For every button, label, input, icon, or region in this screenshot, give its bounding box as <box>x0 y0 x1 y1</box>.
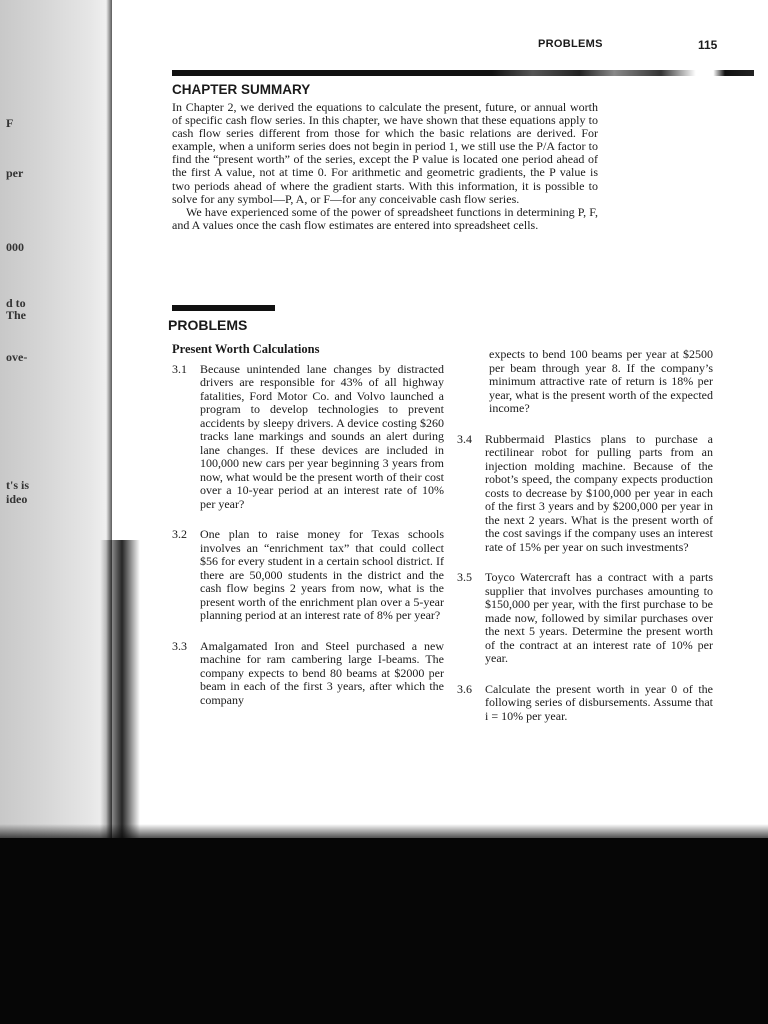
gutter-fragment: per <box>6 166 24 180</box>
problem-item <box>457 571 713 666</box>
gutter-fragment: 000 <box>6 240 24 254</box>
problem-number: 3.4 <box>457 431 472 446</box>
page-number: 115 <box>698 38 718 52</box>
problem-text: One plan to raise money for Texas schools involves an “enrichment tax” that could collect $56 for every student in a certain school district. If there are 50,000 students in the district and the cash flow begins 2 years from now, what is the present worth of the enrichment plan over a 5-year planning period at an interest rate of 8% per year? <box>200 527 444 622</box>
problem-text: Calculate the present worth in year 0 of the following series of disbursements. Assume that i = 10% per year. <box>485 681 713 723</box>
problem-number: 3.1 <box>172 361 187 376</box>
problem-item <box>172 528 444 623</box>
chapter-summary-heading: CHAPTER SUMMARY <box>172 82 311 97</box>
problems-rule <box>172 305 275 311</box>
problem-item <box>172 640 444 708</box>
gutter-fragment: ideo <box>6 492 28 506</box>
problem-item <box>172 363 444 512</box>
subsection-heading: Present Worth Calculations <box>172 342 320 356</box>
problems-heading: PROBLEMS <box>168 317 248 333</box>
problem-number: 3.3 <box>172 638 187 653</box>
gutter-fragment: d to <box>6 296 26 310</box>
section-rule <box>172 70 754 76</box>
running-head: PROBLEMS <box>538 38 603 50</box>
problem-number: 3.6 <box>457 681 472 696</box>
problem-text: Amalgamated Iron and Steel purchased a new machine for ram cambering large I-beams. The company expects to bend 80 beams at $2000 per beam in each of the first 3 years, after which the company <box>200 638 444 707</box>
binding-gutter <box>0 0 112 840</box>
chapter-summary-body <box>172 101 598 232</box>
problem-item <box>457 683 713 724</box>
problems-column-left <box>172 343 444 724</box>
problem-text: Because unintended lane changes by distracted drivers are responsible for 43% of all highway fatalities, Ford Motor Co. and Volvo launched a program to develop technologies to prevent accidents by sleepy drivers. A device costing $260 tracks lane markings and sounds an alert during lane changes. If these devices are included in 100,000 new cars per year beginning 3 years from now, what would be the present worth of their cost over a 10-year period at an interest rate of 10% per year? <box>200 361 444 511</box>
problem-number: 3.5 <box>457 570 472 584</box>
problems-column-right <box>457 348 713 740</box>
summary-paragraph: We have experienced some of the power of spreadsheet functions in determining P, F, and A values once the cash flow estimates are entered into spreadsheet cells. <box>172 204 598 232</box>
problem-continuation: expects to bend 100 beams per year at $2500 per beam through year 8. If the company’s minimum attractive rate of return is 18% per year, what is the present worth of the expected income? <box>489 347 713 415</box>
gutter-fragment: ove- <box>6 350 28 364</box>
scan-shadow-bottom <box>0 838 768 1024</box>
problem-number: 3.2 <box>172 527 187 541</box>
problem-text: Toyco Watercraft has a contract with a parts supplier that involves purchases amounting to $150,000 per year, with the first purchase to be made now, followed by similar purchases over the next 5 years. Determine the present worth of the contract at an interest rate of 10% per year. <box>485 570 713 665</box>
problem-text: Rubbermaid Plastics plans to purchase a rectilinear robot for pulling parts from an injection molding machine. Because of the robot’s speed, the company expects production costs to decrease by $100,000 per year in each of the first 3 years and by $200,000 per year in the next 2 years. What is the present worth of the cost savings if the company uses an interest rate of 15% per year on such investments? <box>485 431 713 554</box>
summary-paragraph: In Chapter 2, we derived the equations to calculate the present, future, or annual worth of specific cash flow series. In this chapter, we have shown that these equations apply to cash flow series different from those for which the basic relations are derived. For example, when a uniform series does not begin in period 1, we still use the P/A factor to find the “present worth” of the series, except the P value is located one period ahead of the first A value, not at time 0. For arithmetic and geometric gradients, the P value is two periods ahead of where the gradient starts. With this information, it is possible to solve for any symbol—P, A, or F—for any conceivable cash flow series. <box>172 100 598 206</box>
problem-item <box>457 433 713 555</box>
gutter-fragment: t's is <box>6 478 30 492</box>
gutter-fragment: The <box>6 308 27 322</box>
gutter-fragment: F <box>6 116 14 130</box>
book-spine-shadow <box>100 540 140 840</box>
